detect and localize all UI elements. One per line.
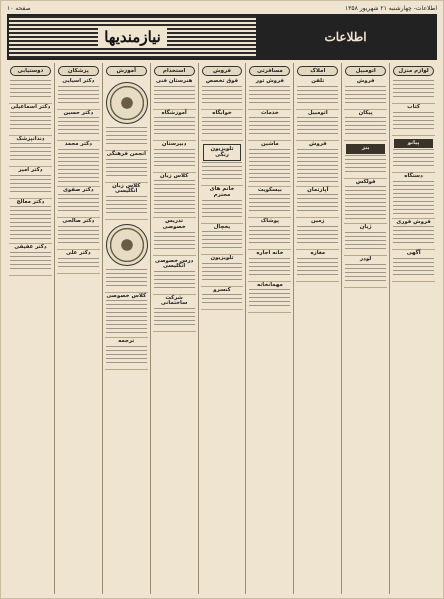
classified-ad [57, 187, 100, 219]
ad-body-text [202, 263, 243, 283]
column-2 [54, 63, 102, 594]
classified-ad [248, 78, 291, 110]
ad-title: پیانو [394, 139, 433, 149]
ad-body-text [393, 181, 434, 215]
classified-ad [296, 187, 339, 219]
ad-body-text [106, 346, 147, 366]
classified-ad [392, 104, 435, 136]
ad-title: فروش [308, 141, 327, 148]
classified-columns [7, 63, 437, 594]
ad-title: دکتر اسماعیلی [10, 104, 51, 110]
ad-body-text [58, 258, 99, 270]
classified-ad [201, 224, 244, 256]
ad-title: یخچال [213, 223, 231, 230]
classified-ad [392, 136, 435, 174]
top-line [7, 3, 437, 13]
classified-ad [296, 78, 339, 110]
classified-ad [248, 187, 291, 219]
ad-body-text [58, 86, 99, 106]
masthead [7, 14, 437, 60]
classified-ad [344, 110, 387, 142]
classified-ad [392, 219, 435, 251]
masthead-subtitle: اطلاعات [256, 16, 435, 58]
classified-ad [105, 78, 148, 151]
classified-ad [153, 295, 196, 332]
classified-ad [105, 220, 148, 293]
ad-title: کلاس خصوصی [106, 292, 147, 299]
classified-ad [105, 293, 148, 339]
classified-ad [344, 141, 387, 179]
classified-ad [344, 78, 387, 110]
ad-title: مغازه [310, 249, 326, 256]
ad-title: دکتر صالحی [62, 218, 95, 225]
ad-title: تدریس خصوصی [162, 218, 186, 230]
ad-body-text [58, 149, 99, 183]
classified-ad [153, 256, 196, 295]
column-3 [102, 63, 150, 594]
ad-body-text [249, 86, 290, 106]
classified-ad [201, 110, 244, 142]
ad-body-text [154, 117, 195, 137]
column-1 [7, 63, 54, 594]
classified-ad [57, 250, 100, 274]
ad-title: فوق تخصص [205, 78, 239, 84]
ad-body-text [58, 226, 99, 246]
classified-ad [248, 110, 291, 142]
ad-title: ترجمه [118, 338, 135, 345]
ad-title: کلاس زبان [159, 172, 189, 179]
classified-ad [392, 250, 435, 282]
ad-title: مهمانخانه [257, 281, 283, 288]
ad-title: دکتر معالج [16, 198, 45, 205]
classified-ad [201, 78, 244, 110]
column-9 [389, 63, 437, 594]
ad-body-text [202, 294, 243, 306]
classified-ad [105, 151, 148, 183]
classified-ad [201, 255, 244, 287]
ad-body-text [393, 226, 434, 246]
classified-ad [296, 250, 339, 282]
ad-title: لودر [360, 255, 372, 262]
ad-title: دکتر حسین [63, 109, 94, 116]
classified-ad [9, 244, 52, 276]
ad-body-text [249, 149, 290, 183]
ad-title: آگهی [406, 250, 421, 257]
column-6 [245, 63, 293, 594]
classified-ad [9, 136, 52, 168]
classified-ad [153, 141, 196, 173]
ad-title: ماشین [261, 141, 279, 148]
classified-ad [153, 218, 196, 255]
ad-body-text [154, 180, 195, 214]
ad-title: خانم های محترم [209, 186, 235, 198]
ad-title: بنز [346, 144, 385, 154]
ad-title: پیکان [358, 109, 373, 116]
ad-title: زمین [311, 218, 325, 225]
classified-ad [153, 110, 196, 142]
ad-title: خوابگاه [212, 109, 232, 116]
category-heading: املاک [297, 66, 338, 76]
ad-body-text [154, 308, 195, 328]
classified-ad [296, 110, 339, 142]
emblem-icon [106, 82, 148, 124]
classified-ad [248, 282, 291, 314]
classified-ad [105, 338, 148, 370]
ad-body-text [154, 149, 195, 169]
classified-ad [296, 141, 339, 187]
ad-body-text [345, 232, 386, 252]
ad-title: درس خصوصی انگلیسی [154, 257, 194, 270]
column-4 [150, 63, 198, 594]
ad-title: خانه اجاره [256, 249, 284, 256]
ad-title: تلفن [311, 78, 325, 84]
ad-title: فروش [356, 78, 375, 84]
ad-title: اتومبیل [307, 109, 328, 116]
ad-title: آپارتمان [307, 186, 329, 193]
issue-line: اطلاعات- چهارشنبه ۲۱ شهریور ۱۳۵۸ [344, 4, 437, 12]
ad-title: فولکس [355, 178, 376, 185]
classified-ad [201, 287, 244, 311]
ad-body-text [393, 112, 434, 132]
ad-title: بیسکویت [257, 186, 282, 193]
classified-ad [201, 141, 244, 186]
category-heading: آموزش [106, 66, 147, 76]
ad-body-text [345, 117, 386, 137]
ad-title: دکتر عفیفی [14, 244, 47, 251]
classified-ad [344, 224, 387, 256]
ad-title: دندانپزشک [16, 135, 45, 142]
classified-ad [9, 78, 52, 104]
ad-body-text [297, 117, 338, 137]
ad-body-text [154, 271, 195, 291]
ad-title: هنرستان فنی [155, 78, 193, 84]
column-5 [198, 63, 246, 594]
classified-ad [201, 186, 244, 223]
ad-body-text [106, 127, 147, 147]
ad-title: کنسرو [213, 286, 231, 293]
classified-ad [248, 250, 291, 282]
ad-body-text [345, 186, 386, 220]
ad-body-text [297, 149, 338, 183]
ad-title: پوشاک [260, 218, 280, 225]
classified-ad [392, 173, 435, 219]
ad-body-text [297, 258, 338, 278]
ad-title: دکتر صفوی [62, 186, 94, 193]
classified-ad [296, 218, 339, 250]
ad-body-text [10, 143, 51, 163]
classified-ad [248, 141, 291, 187]
ad-title: آموزشگاه [161, 109, 187, 116]
ad-title: فروش فوری [396, 218, 431, 225]
classified-ad [153, 78, 196, 110]
category-heading: دوستیابی [10, 66, 51, 76]
ad-body-text [345, 264, 386, 284]
page-label: صفحه ۱۰ [7, 4, 31, 12]
ad-body-text [249, 117, 290, 137]
classified-ad [344, 179, 387, 225]
ad-body-text [202, 200, 243, 220]
ad-title: دکتر علی [66, 249, 91, 256]
ad-title: دکتر محمد [64, 141, 92, 148]
ad-body-text [297, 194, 338, 214]
ad-body-text [106, 300, 147, 334]
ad-body-text [10, 175, 51, 195]
ad-body-text [154, 232, 195, 252]
ad-body-text [58, 117, 99, 137]
ad-title: دبیرستان [161, 141, 187, 148]
ad-body-text [297, 226, 338, 246]
ad-title: کلاس زبان انگلیسی [112, 182, 141, 195]
ad-title: تلویزیون [210, 255, 234, 262]
category-heading: پزشکان [58, 66, 99, 76]
ad-body-text [106, 269, 147, 289]
masthead-title-block [9, 16, 256, 58]
classified-ad [9, 104, 52, 136]
ad-body-text [202, 162, 243, 182]
ad-title: خدمات [261, 109, 279, 116]
ad-body-text [58, 194, 99, 214]
category-heading: استخدام [154, 66, 195, 76]
column-7 [293, 63, 341, 594]
ad-body-text [10, 80, 51, 100]
classified-ad [57, 218, 100, 250]
ad-body-text [345, 86, 386, 106]
ad-title: دستگاه [404, 173, 423, 180]
ad-body-text [393, 149, 434, 169]
classified-ad [57, 110, 100, 142]
ad-title: ژیان [359, 224, 372, 231]
classified-ad [57, 141, 100, 187]
classified-ad [57, 78, 100, 110]
ad-body-text [249, 258, 290, 278]
ad-title: شرکت ساختمانی [160, 294, 188, 307]
classified-ad [248, 218, 291, 250]
ad-body-text [249, 226, 290, 246]
ad-body-text [345, 155, 386, 175]
masthead-title: نیازمندیها [98, 27, 167, 47]
classified-ad [344, 256, 387, 288]
category-heading: لوازم منزل [393, 66, 434, 76]
ad-body-text [202, 231, 243, 251]
ad-body-text [10, 206, 51, 240]
ad-body-text [106, 196, 147, 216]
ad-title: فروش تور [255, 78, 284, 84]
classified-ad [9, 199, 52, 245]
ad-body-text [297, 86, 338, 106]
ad-title: دکتر امیر [18, 167, 43, 174]
column-8 [341, 63, 389, 594]
ad-body-text [202, 117, 243, 137]
classified-ad [9, 167, 52, 199]
ad-body-text [154, 86, 195, 106]
ad-body-text [202, 86, 243, 106]
classified-ad [392, 78, 435, 104]
category-heading: فروش [202, 66, 243, 76]
ad-title: تلویزیون رنگی [203, 144, 242, 161]
ad-body-text [10, 112, 51, 132]
ad-body-text [106, 159, 147, 179]
ad-body-text [249, 289, 290, 309]
classified-ad [105, 183, 148, 220]
classified-ad [153, 173, 196, 219]
ad-body-text [393, 258, 434, 278]
emblem-icon [106, 224, 148, 266]
category-heading: اتومبیل [345, 66, 386, 76]
ad-title: دکتر اسیایی [62, 78, 95, 84]
ad-title: انجمن فرهنگی [106, 151, 146, 157]
category-heading: مسافرتی [249, 66, 290, 76]
ad-body-text [10, 252, 51, 272]
ad-title: کتاب [407, 104, 420, 110]
ad-body-text [249, 194, 290, 214]
ad-body-text [393, 80, 434, 100]
